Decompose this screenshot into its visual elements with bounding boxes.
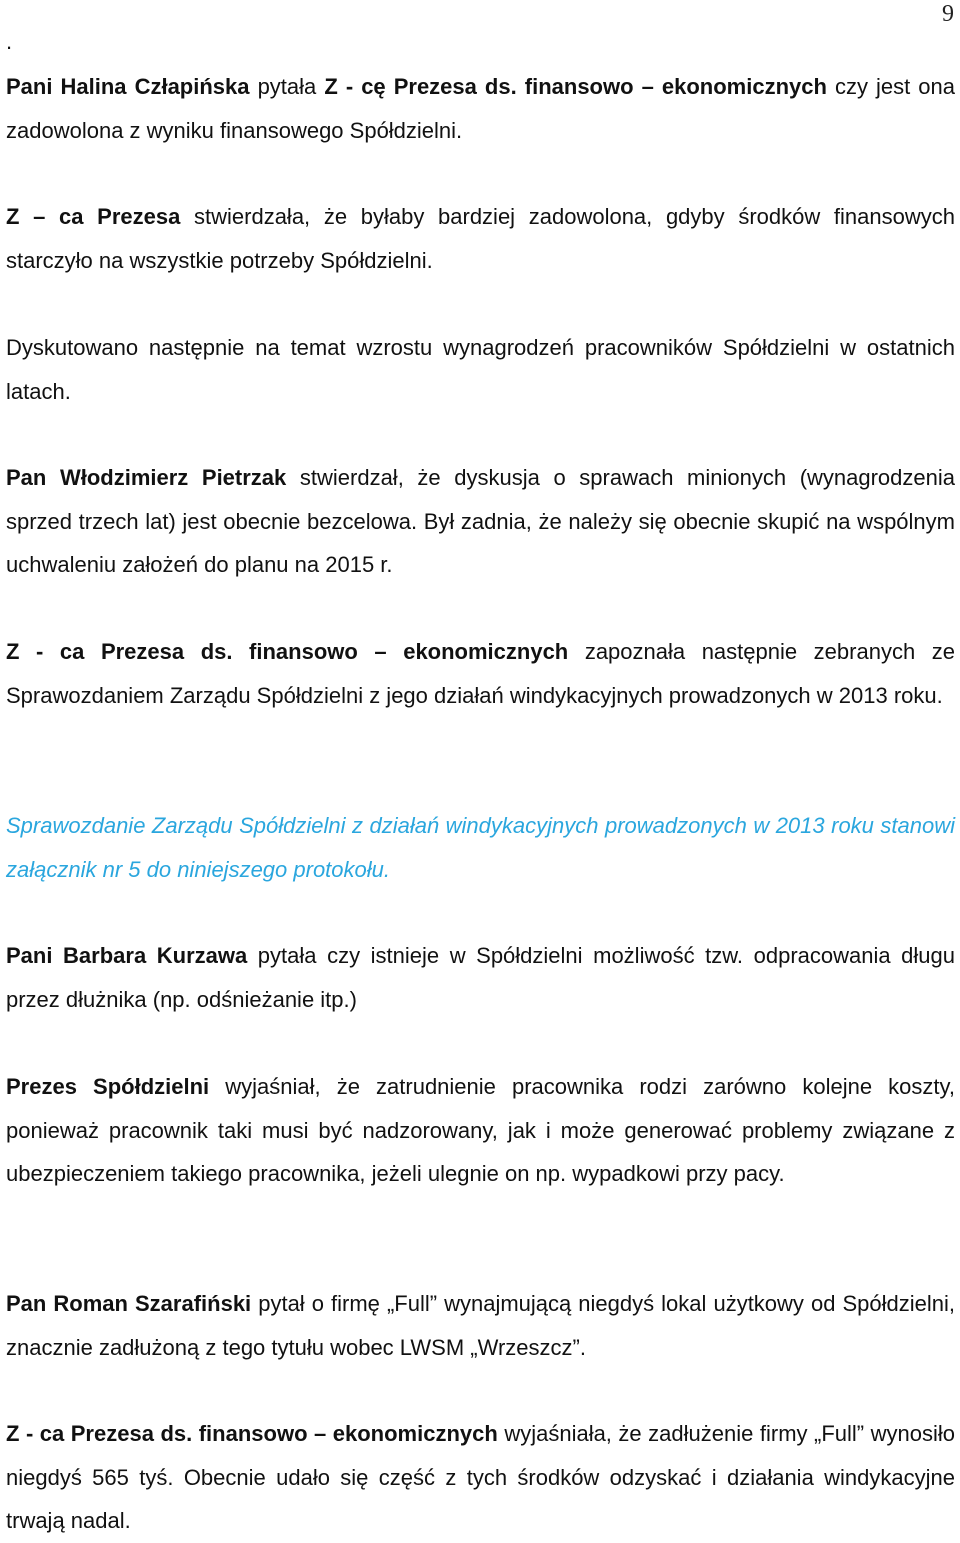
- paragraph-discussion: [6, 326, 955, 413]
- paragraph-debt-explanation: [6, 1412, 955, 1543]
- speaker-name: Z - ca Prezesa ds. finansowo – ekonomicznych: [6, 1421, 498, 1446]
- speaker-name: Pan Włodzimierz Pietrzak: [6, 465, 287, 490]
- paragraph-text: pytała czy istnieje w Spółdzielni możliwość tzw. odpracowania długu przez dłużnika (np. odśnieżanie itp.): [6, 943, 955, 1012]
- leading-mark: .: [6, 29, 13, 54]
- page-number: 9: [942, 1, 954, 27]
- paragraph-text: stwierdzał, że dyskusja o sprawach minionych (wynagrodzenia sprzed trzech lat) jest obecnie bezcelowa. Był zadnia, że należy się obecnie skupić na wspólnym uchwaleniu założeń do planu na 2015 r.: [6, 465, 955, 577]
- paragraph-text: wyjaśniała, że zadłużenie firmy „Full” wynosiło niegdyś 565 tyś. Obecnie udało się część z tych środków odzyskać i działania windykacyjne trwają nadal.: [6, 1421, 956, 1533]
- attachment-link-text[interactable]: Sprawozdanie Zarządu Spółdzielni z działań windykacyjnych prowadzonych w 2013 roku stanowi załącznik nr 5 do niniejszego protokołu.: [6, 813, 955, 882]
- paragraph-vice-president-answer: [6, 195, 955, 282]
- speaker-name: Z – ca Prezesa: [6, 204, 181, 229]
- paragraph-text: zapoznała następnie zebranych ze Sprawozdaniem Zarządu Spółdzielni z jego działań windykacyjnych prowadzonych w 2013 roku.: [6, 639, 955, 708]
- attachment-link[interactable]: [6, 804, 955, 891]
- speaker-name: Pani Halina Człapińska: [6, 74, 250, 99]
- speaker-name: Pan Roman Szarafiński: [6, 1291, 252, 1316]
- speaker-name: Z - ca Prezesa ds. finansowo – ekonomicznych: [6, 639, 569, 664]
- paragraph-report-presentation: [6, 630, 955, 717]
- speaker-name: Pani Barbara Kurzawa: [6, 943, 248, 968]
- addressee-name: Z - cę Prezesa ds. finansowo – ekonomicznych: [324, 74, 827, 99]
- paragraph-szarafinski-question: [6, 1282, 955, 1369]
- paragraph-president-answer: [6, 1065, 955, 1196]
- paragraph-pietrzak-statement: [6, 456, 955, 587]
- paragraph-text: czy jest ona zadowolona z wyniku finansowego Spółdzielni.: [6, 74, 956, 143]
- speaker-name: Prezes Spółdzielni: [6, 1074, 210, 1099]
- paragraph-text: pytała: [249, 74, 325, 99]
- paragraph-text: Dyskutowano następnie na temat wzrostu wynagrodzeń pracowników Spółdzielni w ostatnich latach.: [6, 335, 955, 404]
- paragraph-text: stwierdzała, że byłaby bardziej zadowolona, gdyby środków finansowych starczyło na wszystkie potrzeby Spółdzielni.: [6, 204, 955, 273]
- paragraph-kurzawa-question: [6, 934, 955, 1021]
- paragraph-czlapinska-question: [6, 65, 955, 152]
- paragraph-text: pytał o firmę „Full” wynajmującą niegdyś lokal użytkowy od Spółdzielni, znacznie zadłużoną z tego tytułu wobec LWSM „Wrzeszcz”.: [6, 1291, 955, 1360]
- paragraph-text: wyjaśniał, że zatrudnienie pracownika rodzi zarówno kolejne koszty, ponieważ pracownik taki musi być nadzorowany, jak i może generować problemy związane z ubezpieczeniem takiego pracownika, jeżeli ulegnie on np. wypadkowi przy pacy.: [6, 1074, 956, 1186]
